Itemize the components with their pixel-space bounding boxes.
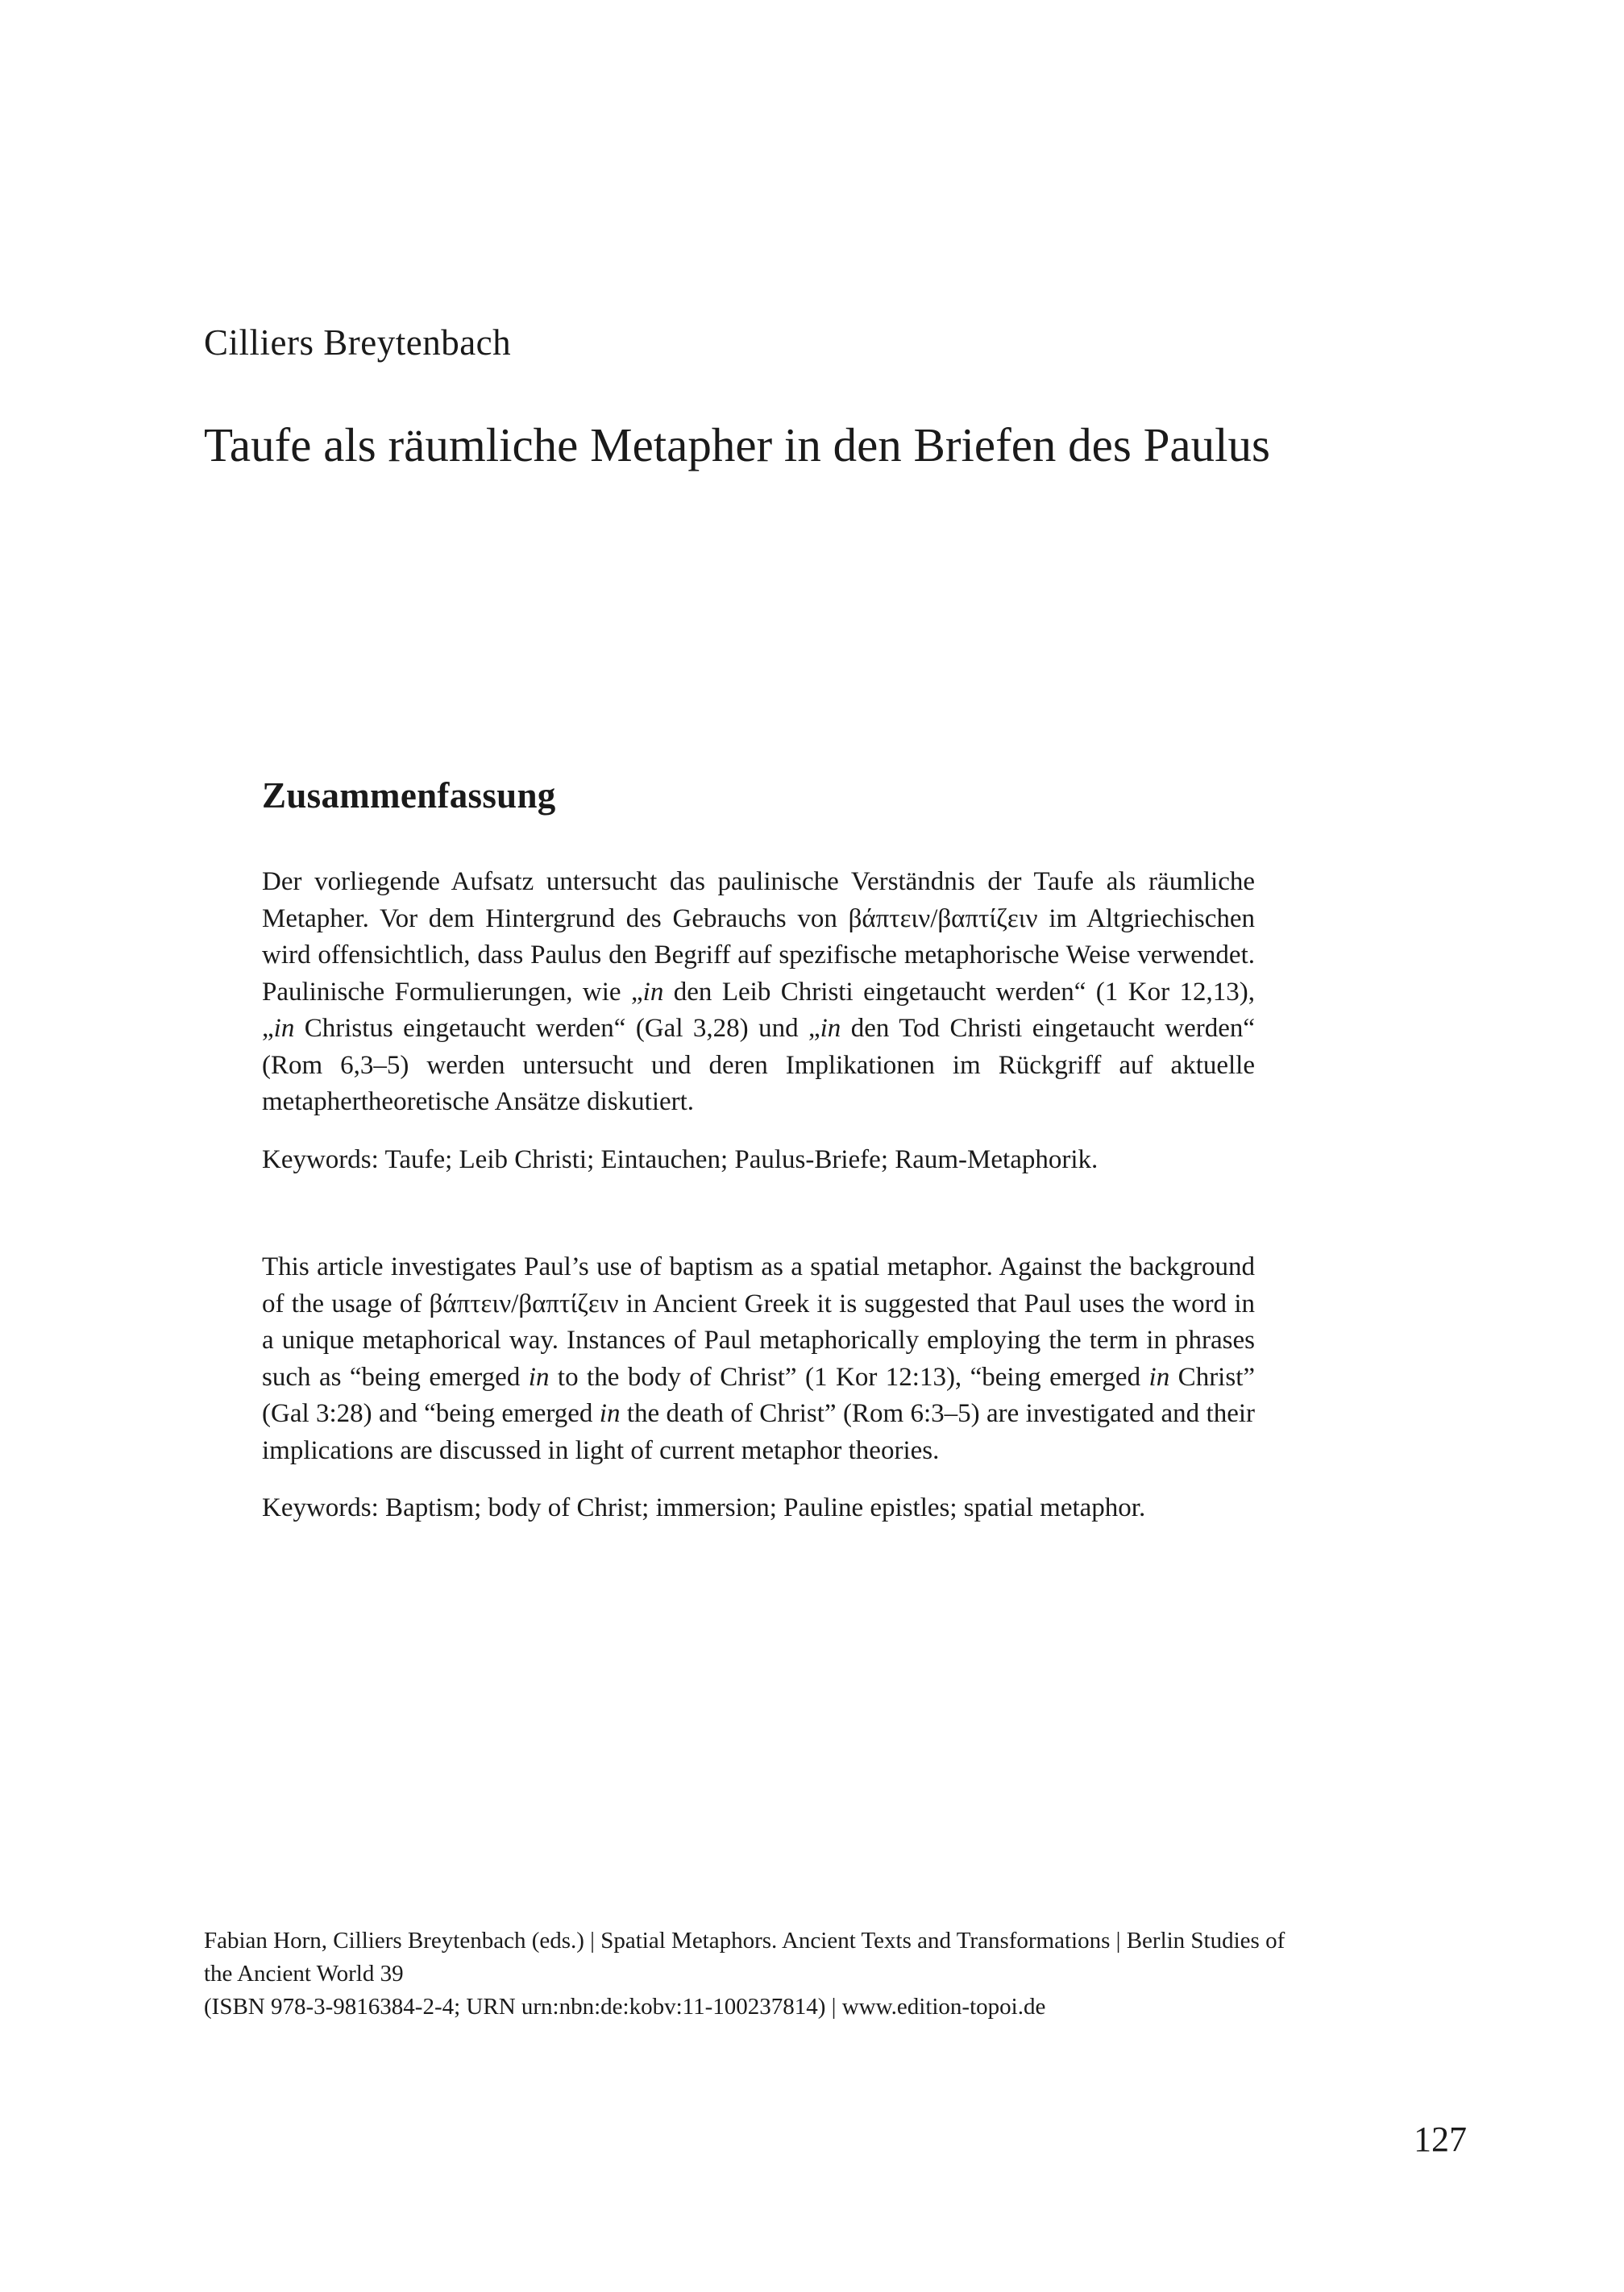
keywords-english: Keywords: Baptism; body of Christ; immersion; Pauline epistles; spatial metaphor.	[262, 1493, 1146, 1522]
abstract-heading: Zusammenfassung	[262, 775, 556, 816]
emphasis-in: in	[1148, 1362, 1170, 1392]
keywords-german: Keywords: Taufe; Leib Christi; Eintauchen; Paulus-Briefe; Raum-Metaphorik.	[262, 1144, 1099, 1174]
text-segment: den Tod Christi eingetaucht werden“ (Rom 6,3–5) werden untersucht und deren Implikationen im Rückgriff auf aktuelle metaphertheoretische Ansätze diskutiert.	[262, 1014, 1255, 1116]
article-title: Taufe als räumliche Metapher in den Briefen des Paulus	[204, 418, 1270, 471]
text-segment: Christus eingetaucht werden“ (Gal 3,28) und „	[294, 1014, 820, 1043]
text-segment: the death of Christ” (Rom 6:3–5) are investigated and their implications are discussed in light of current metaphor theories.	[262, 1399, 1256, 1465]
footer-identifiers: (ISBN 978-3-9816384-2-4; URN urn:nbn:de:kobv:11-100237814) | www.edition-topoi.de	[204, 1994, 1046, 2020]
text-segment: den Leib Christi eingetaucht werden“ (1 Kor 12,13), „	[262, 977, 1255, 1043]
abstract-english-block	[262, 1249, 1255, 1527]
abstract-section	[262, 774, 1255, 1527]
abstract-german-paragraph	[262, 864, 1255, 1121]
footer-citation: Fabian Horn, Cilliers Breytenbach (eds.) | Spatial Metaphors. Ancient Texts and Transformations | Berlin Studies of the Ancient World 39	[204, 1928, 1285, 1987]
emphasis-in: in	[599, 1399, 621, 1428]
text-segment: Der vorliegende Aufsatz untersucht das paulinische Verständnis der Taufe als räumliche Metapher. Vor dem Hintergrund des Gebrauchs von βάπτειν/βαπτίζειν im Altgriechischen wird offensichtlich, dass Paulus den Begriff auf spezifische metaphorische Weise verwendet. Paulinische Formulierungen, wie „	[262, 867, 1255, 1007]
text-segment: This article investigates Paul’s use of baptism as a spatial metaphor. Against the background of the usage of βάπτειν/βαπτίζειν in Ancient Greek it is suggested that Paul uses the word in a unique metaphorical way. Instances of Paul metaphorically employing the term in phrases such as “being emerged	[262, 1252, 1255, 1392]
emphasis-in: in	[642, 977, 664, 1007]
emphasis-in: in	[820, 1014, 841, 1043]
emphasis-in: in	[273, 1014, 295, 1043]
text-segment: to the body of Christ” (1 Kor 12:13), “being emerged	[549, 1362, 1149, 1392]
page-number: 127	[1414, 2120, 1467, 2159]
publication-footer	[204, 1925, 1316, 2024]
text-segment: Christ” (Gal 3:28) and “being emerged	[262, 1362, 1256, 1428]
abstract-english-paragraph	[262, 1249, 1255, 1469]
author-name: Cilliers Breytenbach	[204, 322, 512, 363]
emphasis-in: in	[528, 1362, 550, 1392]
